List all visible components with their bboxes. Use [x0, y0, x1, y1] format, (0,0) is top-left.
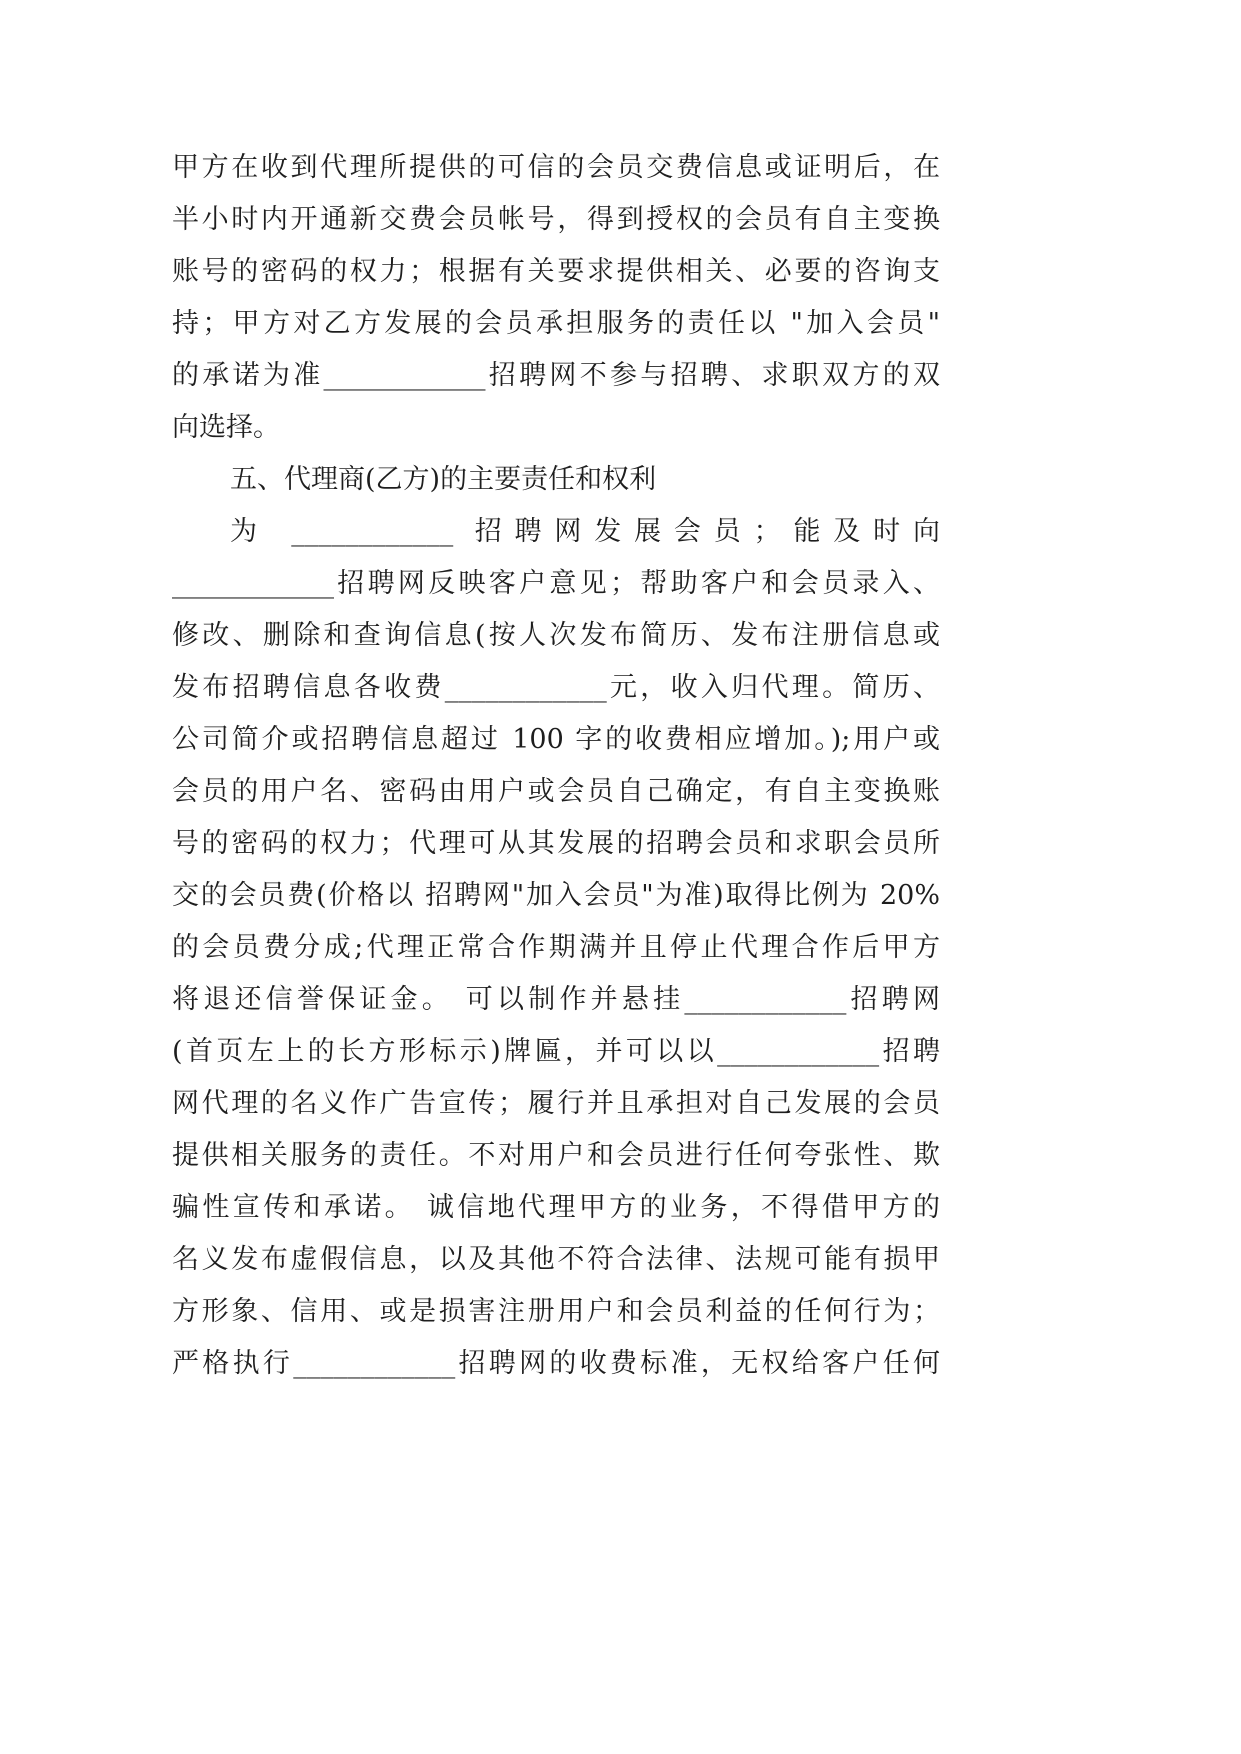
text-line: 将退还信誉保证金。 可以制作并悬挂____________招聘网: [172, 984, 940, 1015]
text-line: 号的密码的权力；代理可从其发展的招聘会员和求职会员所: [172, 828, 940, 859]
text-line: 会员的用户名、密码由用户或会员自己确定，有自主变换账: [172, 776, 940, 807]
text-line: 持；甲方对乙方发展的会员承担服务的责任以 "加入会员": [172, 308, 940, 339]
text-line: 的承诺为准____________招聘网不参与招聘、求职双方的双: [172, 360, 940, 391]
document-body: [172, 142, 940, 1390]
text-line: 的会员费分成;代理正常合作期满并且停止代理合作后甲方: [172, 932, 940, 963]
text-line: ____________招聘网反映客户意见；帮助客户和会员录入、: [172, 568, 940, 599]
section-heading: 五、代理商(乙方)的主要责任和权利: [230, 464, 657, 495]
text-line: 账号的密码的权力；根据有关要求提供相关、必要的咨询支: [172, 256, 940, 287]
text-line: 为 ____________ 招聘网发展会员；能及时向: [230, 516, 940, 547]
text-line: 交的会员费(价格以 招聘网"加入会员"为准)取得比例为 20%: [172, 880, 940, 911]
text-line: (首页左上的长方形标示)牌匾，并可以以____________招聘: [172, 1036, 940, 1067]
text-line: 半小时内开通新交费会员帐号，得到授权的会员有自主变换: [172, 204, 940, 235]
text-line: 公司简介或招聘信息超过 100 字的收费相应增加。);用户或: [172, 724, 940, 755]
text-line: 方形象、信用、或是损害注册用户和会员利益的任何行为；: [172, 1296, 940, 1327]
text-line: 严格执行____________招聘网的收费标准，无权给客户任何: [172, 1348, 940, 1379]
text-line: 甲方在收到代理所提供的可信的会员交费信息或证明后，在: [172, 152, 940, 183]
text-line: 发布招聘信息各收费____________元，收入归代理。简历、: [172, 672, 940, 703]
text-line: 网代理的名义作广告宣传；履行并且承担对自己发展的会员: [172, 1088, 940, 1119]
text-line: 骗性宣传和承诺。 诚信地代理甲方的业务，不得借甲方的: [172, 1192, 940, 1223]
text-line: 向选择。: [172, 412, 280, 443]
text-line: 名义发布虚假信息，以及其他不符合法律、法规可能有损甲: [172, 1244, 940, 1275]
text-line: 修改、删除和查询信息(按人次发布简历、发布注册信息或: [172, 620, 940, 651]
text-line: 提供相关服务的责任。不对用户和会员进行任何夸张性、欺: [172, 1140, 940, 1171]
